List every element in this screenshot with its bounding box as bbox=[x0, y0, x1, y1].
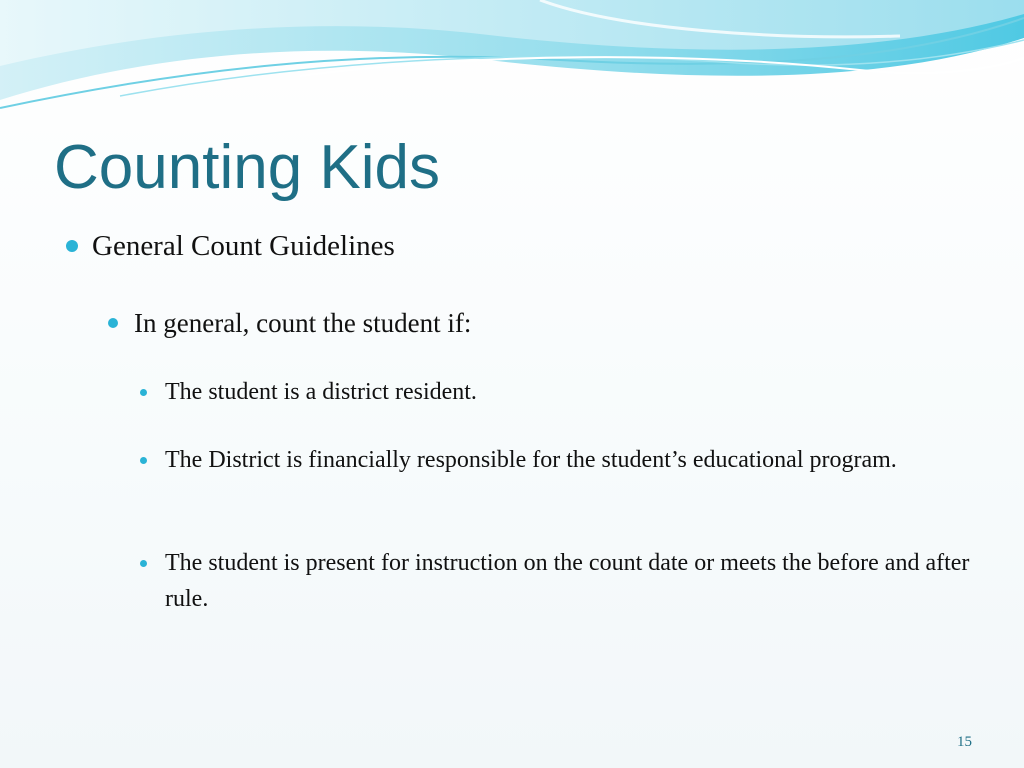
bullet-dot-icon bbox=[140, 389, 147, 396]
bullet-level3-item bbox=[140, 442, 970, 478]
bullet-level3-text: The student is present for instruction on the count date or meets the before and after rule. bbox=[165, 550, 970, 612]
bullet-level3-text: The District is financially responsible for the student’s educational program. bbox=[165, 447, 897, 473]
bullet-level1 bbox=[66, 226, 395, 266]
bullet-level3-text: The student is a district resident. bbox=[165, 379, 477, 405]
bullet-level3-item bbox=[140, 545, 970, 617]
bullet-level3-item bbox=[140, 374, 970, 410]
bullet-dot-icon bbox=[66, 240, 78, 252]
slide-title: Counting Kids bbox=[54, 133, 441, 202]
bullet-level2 bbox=[108, 304, 471, 342]
bullet-dot-icon bbox=[108, 318, 118, 328]
bullet-level2-text: In general, count the student if: bbox=[134, 308, 472, 338]
bullet-dot-icon bbox=[140, 457, 147, 464]
page-number: 15 bbox=[957, 734, 972, 750]
header-wave-decoration bbox=[0, 0, 1024, 120]
bullet-dot-icon bbox=[140, 560, 147, 567]
bullet-level1-text: General Count Guidelines bbox=[92, 230, 395, 262]
